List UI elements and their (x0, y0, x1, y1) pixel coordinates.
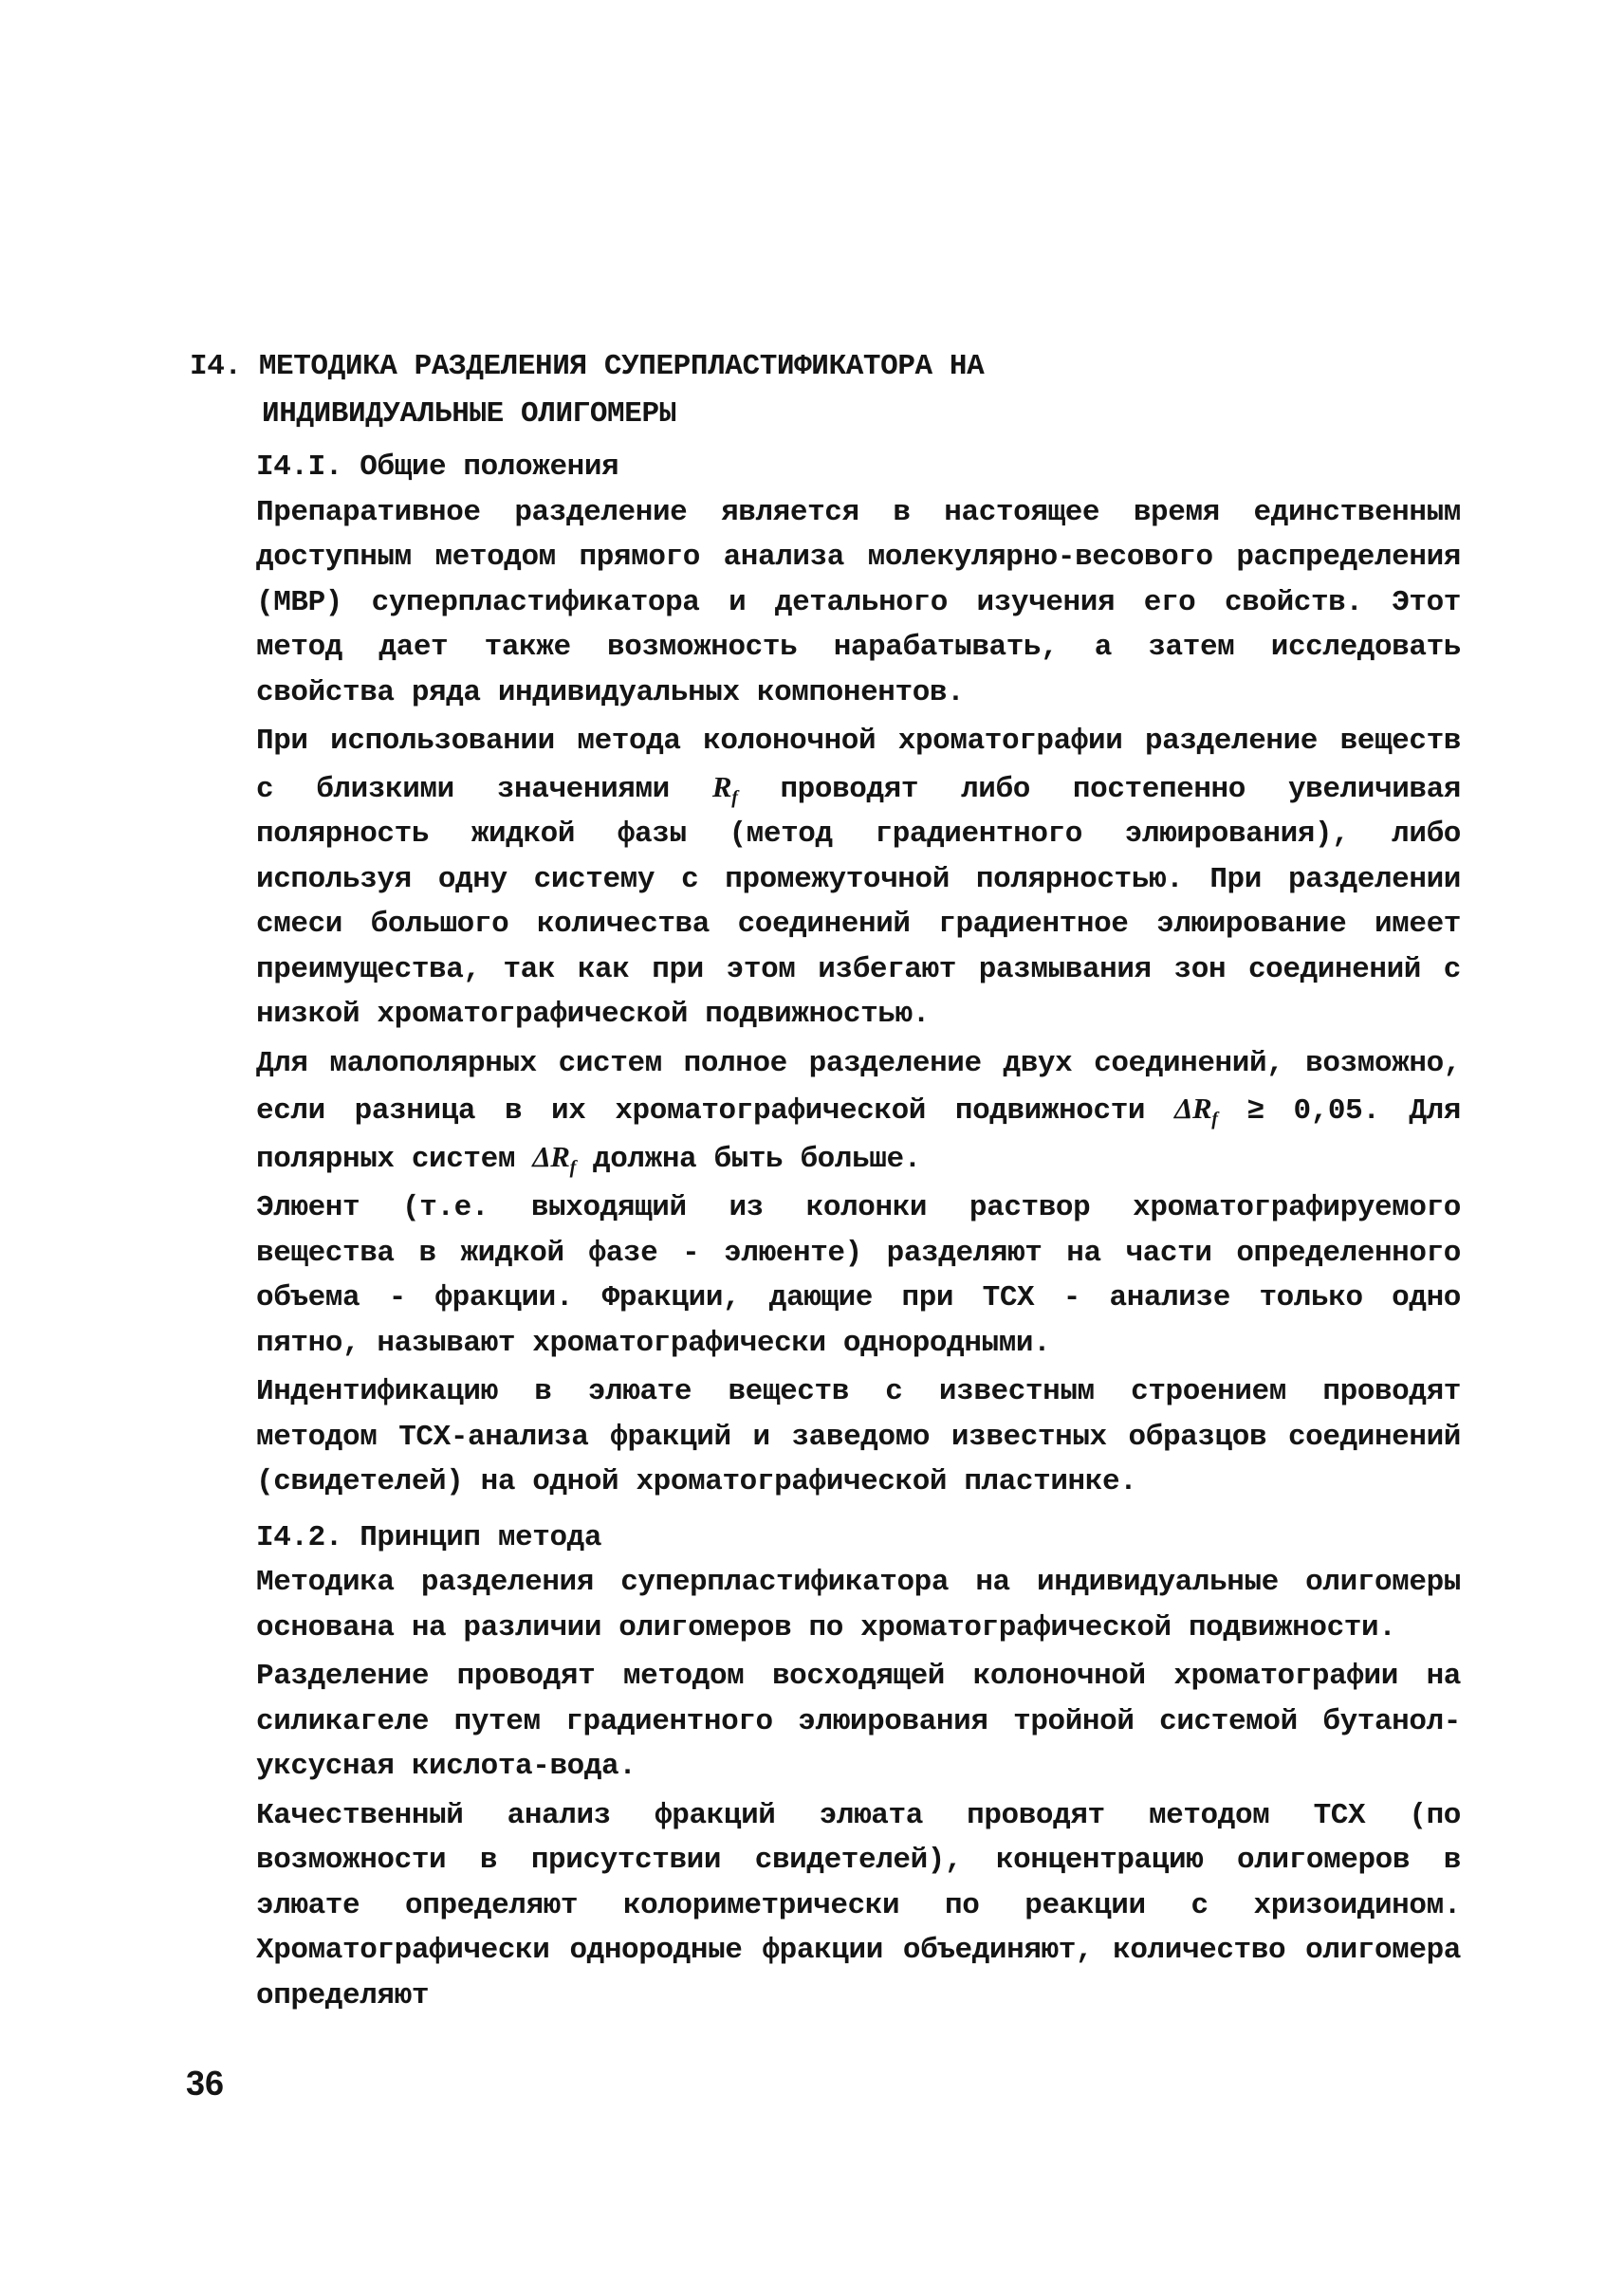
paragraph-qualitative-analysis: Качественный анализ фракций элюата проводят методом ТСХ (по возможности в присутствии свидетелей), концентрацию олигомеров в элюате определяют колориметрически по реакции с хризоидином. Хроматографически однородные фракции объединяют, количество олигомера определяют (256, 1798, 1461, 2012)
subsection-heading-general: I4.I. Общие положения (256, 450, 619, 484)
subsection-heading-principle: I4.2. Принцип метода (256, 1520, 602, 1554)
paragraph-text: проводят либо постепенно увеличивая полярность жидкой фазы (метод градиентного элюирования), либо используя одну систему с промежуточной полярностью. При разделении смеси большого количества соединений градиентное элюирование имеет преимущества, так как при этом избегают размывания зон соединений с низкой хроматографической подвижностью. (256, 772, 1462, 1031)
paragraph-low-polar-systems (190, 1041, 1461, 1183)
paragraph-separation: Разделение проводят методом восходящей колоночной хроматографии на силикагеле путем градиентного элюирования тройной системой бутанол-уксусная кислота-вода. (256, 1660, 1461, 1783)
paragraph-text: должна быть больше. (593, 1142, 921, 1176)
paragraph-text: При использовании метода колоночной хроматографии разделение веществ с близкими значениями (256, 725, 1461, 806)
rf-symbol: $R_f$ (711, 769, 738, 808)
delta-rf-symbol: $\Delta R_f$ (1173, 1092, 1218, 1130)
delta-rf-symbol: $\Delta R_f$ (532, 1139, 576, 1178)
paragraph-text: ≥ 0,05. Для полярных систем (256, 1094, 1462, 1176)
section-title (190, 343, 1461, 438)
paragraph-column-chromatography (190, 719, 1461, 1038)
page-content (190, 343, 1461, 2018)
paragraph-text: Для малополярных систем полное разделение двух соединений, возможно, если разница в их хроматографической подвижности (256, 1046, 1461, 1128)
paragraph-preparative: Препаративное разделение является в настоящее время единственным доступным методом прямого анализа молекулярно-весового распределения (МВР) суперпластификатора и детального изучения его свойств. Этот метод дает также возможность нарабатывать, а затем исследовать свойства ряда индивидуальных компонентов. (256, 495, 1461, 709)
paragraph-identification: Индентификацию в элюате веществ с известным строением проводят методом ТСХ-анализа фракций и заведомо известных образцов соединений (свидетелей) на одной хроматографической пластинке. (256, 1375, 1461, 1498)
section-title-line1 (190, 343, 1461, 391)
paragraph-method-basis: Методика разделения суперпластификатора на индивидуальные олигомеры основана на различии олигомеров по хроматографической подвижности. (256, 1566, 1461, 1644)
paragraph-eluent: Элюент (т.е. выходящий из колонки раствор хроматографируемого вещества в жидкой фазе - элюенте) разделяют на части определенного объема - фракции. Фракции, дающие при ТСХ - анализе только одно пятно, называют хроматографически однородными. (256, 1191, 1461, 1360)
section-number: I4. (190, 350, 242, 383)
section-title-text: МЕТОДИКА РАЗДЕЛЕНИЯ СУПЕРПЛАСТИФИКАТОРА НА (258, 350, 985, 383)
page-number: 36 (186, 2064, 225, 2103)
section-title-line2: ИНДИВИДУАЛЬНЫЕ ОЛИГОМЕРЫ (262, 397, 676, 431)
